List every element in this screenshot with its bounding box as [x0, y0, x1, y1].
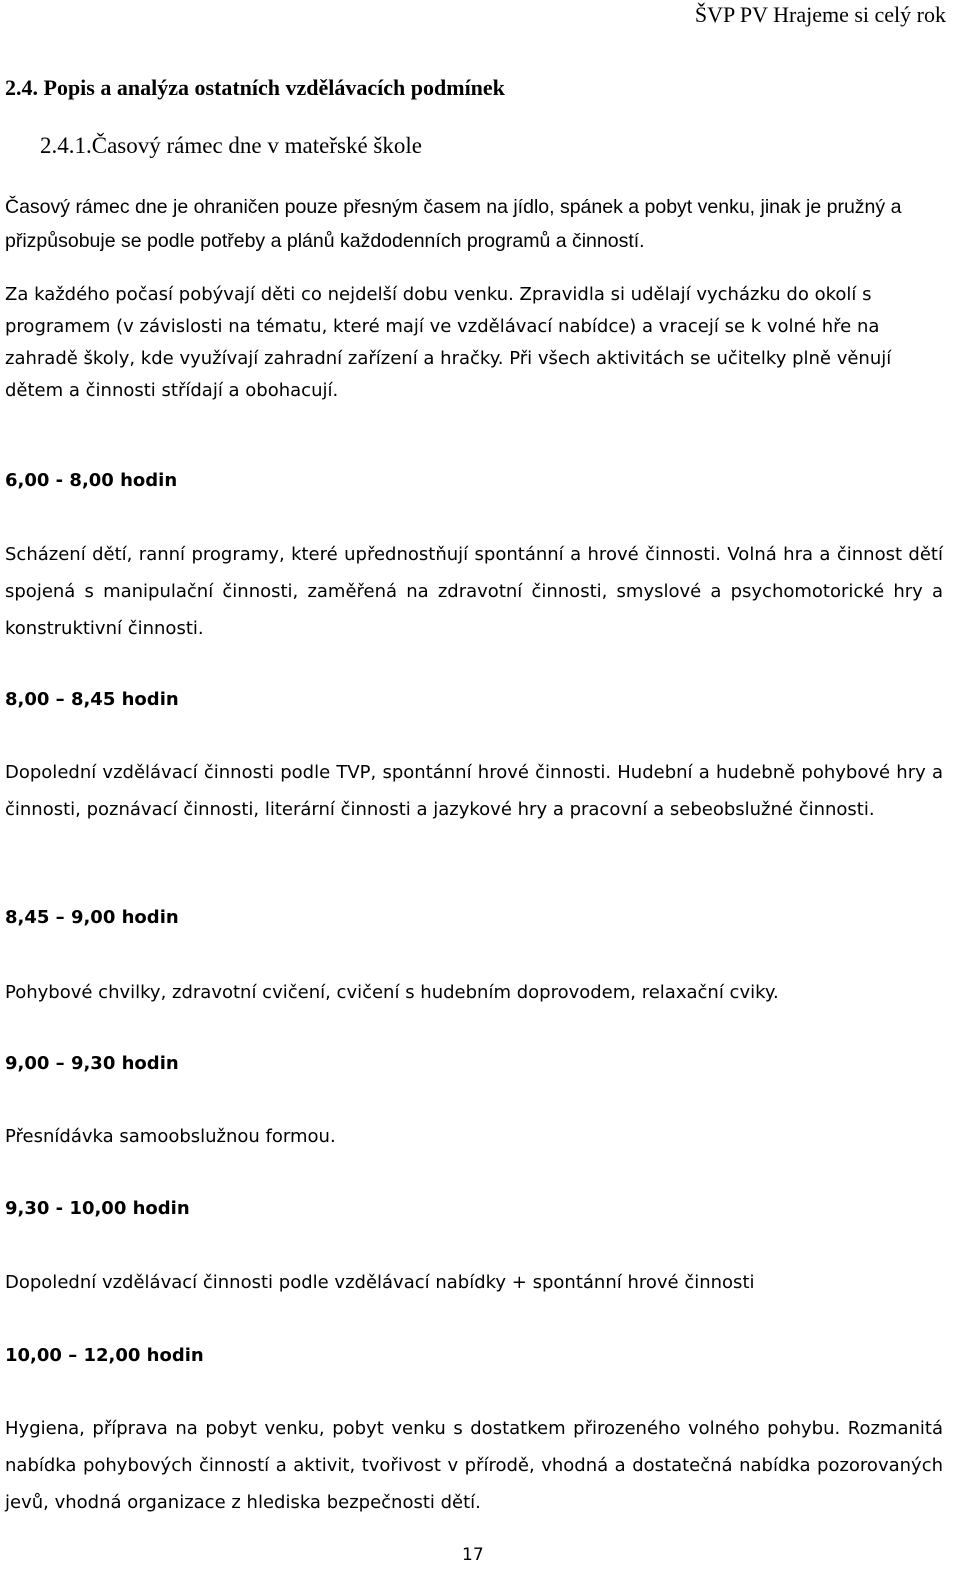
intro-paragraph: Časový rámec dne je ohraničen pouze přesným časem na jídlo, spánek a pobyt venku, jinak je pružný a přizpůsobuje se podle potřeby a plánů každodenních programů a činností. — [5, 196, 902, 252]
page-header: ŠVP PV Hrajeme si celý rok — [694, 2, 946, 27]
subsection-title: 2.4.1.Časový rámec dne v mateřské škole — [40, 133, 422, 158]
schedule-time: 8,00 – 8,45 hodin — [5, 689, 179, 710]
schedule-description: Hygiena, příprava na pobyt venku, pobyt venku s dostatkem přirozeného volného pohybu. Rozmanitá nabídka pohybových činností a aktivit, tvořivost v přírodě, vhodná a dostatečná nabídka pozorovaných jevů, vhodná organizace z hlediska bezpečnosti dětí. — [5, 1418, 943, 1513]
schedule-time: 8,45 – 9,00 hodin — [5, 907, 179, 928]
schedule-description: Scházení dětí, ranní programy, které upřednostňují spontánní a hrové činnosti. Volná hra a činnost dětí spojená s manipulační činnosti, zaměřená na zdravotní činnosti, smyslové a psychomotorické hry a konstruktivní činnosti. — [5, 544, 943, 639]
page-number: 17 — [462, 1545, 484, 1565]
schedule-time: 6,00 - 8,00 hodin — [5, 470, 178, 491]
schedule-description: Dopolední vzdělávací činnosti podle TVP, spontánní hrové činnosti. Hudební a hudebně pohybové hry a činnosti, poznávací činnosti, literární činnosti a jazykové hry a pracovní a sebeobslužné činnosti. — [5, 762, 943, 820]
schedule-time: 9,00 – 9,30 hodin — [5, 1053, 179, 1074]
schedule-time: 9,30 - 10,00 hodin — [5, 1198, 190, 1219]
outdoor-paragraph: Za každého počasí pobývají děti co nejdelší dobu venku. Zpravidla si udělají vycházku do okolí s programem (v závislosti na tématu, které mají ve vzdělávací nabídce) a vracejí se k volné hře na zahradě školy, kde využívají zahradní zařízení a hračky. Při všech aktivitách se učitelky plně věnují dětem a činnosti střídají a obohacují. — [5, 284, 892, 401]
schedule-description: Přesnídávka samoobslužnou formou. — [5, 1126, 336, 1147]
schedule-time: 10,00 – 12,00 hodin — [5, 1345, 204, 1366]
section-title: 2.4. Popis a analýza ostatních vzdělávacích podmínek — [5, 75, 505, 100]
schedule-description: Pohybové chvilky, zdravotní cvičení, cvičení s hudebním doprovodem, relaxační cviky. — [5, 982, 779, 1003]
schedule-description: Dopolední vzdělávací činnosti podle vzdělávací nabídky + spontánní hrové činnosti — [5, 1272, 755, 1293]
